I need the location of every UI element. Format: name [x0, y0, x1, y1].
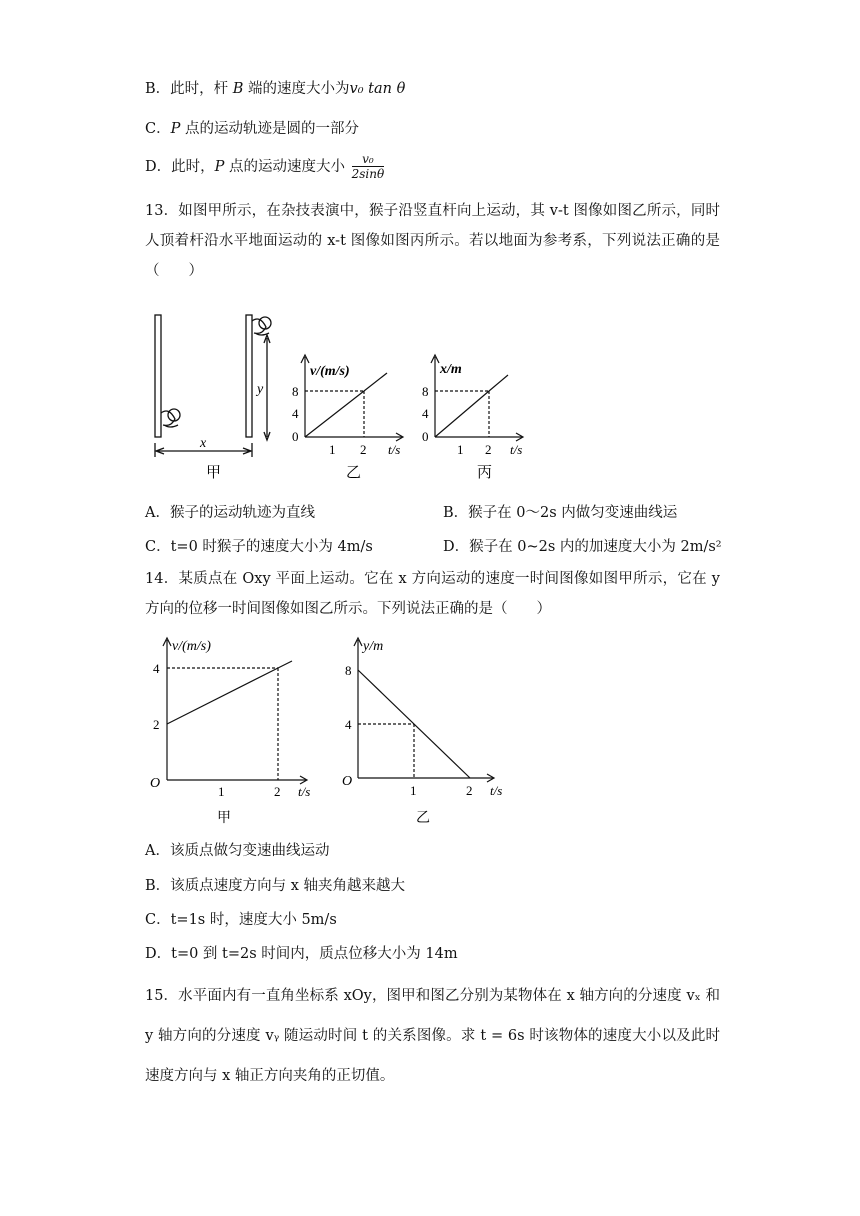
q14-jia-ytick-4: 4: [153, 661, 160, 676]
q12-option-b-after: 端的速度大小为: [248, 81, 350, 97]
q12-option-d: [145, 152, 384, 182]
bing-ytick-8: 8: [422, 384, 429, 399]
bing-xtick-2: 2: [485, 442, 492, 457]
q14-yi-ylabel: y/m: [363, 639, 384, 654]
q14-option-b: B．该质点速度方向与 x 轴夹角越来越大: [145, 878, 406, 894]
q12-option-c-text: 点的运动轨迹是圆的一部分: [184, 121, 359, 137]
q14-yi-caption: 乙: [416, 811, 430, 826]
q12-var-b: B: [232, 81, 244, 97]
yi-ytick-4: 4: [292, 406, 299, 421]
bing-ytick-4: 4: [422, 406, 429, 421]
q12-var-p2: P: [214, 159, 225, 175]
yi-series-line-ext: [364, 373, 387, 391]
q13-figures: [140, 305, 540, 485]
monkey-icon-bottom: [161, 409, 180, 427]
yi-xtick-2: 2: [360, 442, 367, 457]
jia-x-label: x: [200, 436, 207, 451]
q12-option-b-expr: v₀ tan θ: [349, 81, 406, 97]
bing-xtick-1: 1: [457, 442, 464, 457]
q12-option-b-text: B．此时，杆: [145, 81, 229, 97]
q13-option-c: C．t=0 时猴子的速度大小为 4m/s: [145, 539, 373, 555]
bing-series-line-ext: [489, 375, 508, 391]
monkey-icon-top: [252, 317, 271, 335]
jia-series-line-ext: [278, 661, 292, 668]
q14-jia-caption: 甲: [217, 811, 231, 826]
yi-ytick-0: 0: [292, 429, 299, 444]
q14-yi-ytick-8: 8: [345, 663, 352, 678]
q12-option-b: [145, 78, 405, 100]
q14-yi-xtick-2: 2: [466, 783, 473, 798]
bing-ytick-0: 0: [422, 429, 429, 444]
q14-stem: 14．某质点在 Oxy 平面上运动。它在 x 方向运动的速度一时间图像如图甲所示，它在 y 方向的位移一时间图像如图乙所示。下列说法正确的是（ ）: [145, 571, 720, 617]
yi-xtick-1: 1: [329, 442, 336, 457]
jia-series-line: [167, 668, 278, 724]
q14-option-a: A．该质点做匀变速曲线运动: [145, 843, 330, 859]
q12-option-d-text: 点的运动速度大小: [229, 159, 346, 175]
yi-xlabel: t/s: [388, 442, 401, 457]
q13-fig-jia: [155, 315, 271, 457]
q13-option-b: B．猴子在 0～2s 内做匀变速曲线运: [443, 505, 678, 521]
q14-yi-xtick-1: 1: [410, 783, 417, 798]
q12-option-d-prefix: D．此时，: [145, 159, 215, 175]
q14-jia-xtick-2: 2: [274, 784, 281, 799]
q14-option-c: C．t=1s 时，速度大小 5m/s: [145, 912, 337, 928]
pole-right: [246, 315, 252, 437]
q12-fraction: [352, 152, 385, 182]
q12-option-c: [145, 118, 359, 140]
yi-series-line: [305, 391, 364, 437]
q14-yi-origin: O: [342, 774, 353, 789]
q14-yi-xlabel: t/s: [490, 783, 503, 798]
q14-jia-xlabel: t/s: [298, 784, 311, 799]
q14-fig-jia: [163, 638, 307, 784]
q12-option-c-prefix: C．: [145, 121, 171, 137]
q14-option-d: D．t=0 到 t=2s 时间内，质点位移大小为 14m: [145, 946, 458, 962]
fraction-denominator: 2sinθ: [351, 167, 385, 181]
pole-left: [155, 315, 161, 437]
fraction-numerator: v₀: [352, 152, 385, 167]
bing-xlabel: t/s: [510, 442, 523, 457]
bing-caption: 丙: [477, 465, 493, 481]
q13-option-a: A．猴子的运动轨迹为直线: [145, 505, 315, 521]
q14-jia-origin: O: [150, 776, 161, 791]
yi-ytick-8: 8: [292, 384, 299, 399]
yi-caption: 乙: [346, 465, 362, 481]
bing-series-line: [435, 391, 489, 437]
q13-stem: 13．如图甲所示，在杂技表演中，猴子沿竖直杆向上运动，其 v-t 图像如图乙所示，同时人顶着杆沿水平地面运动的 x-t 图像如图丙所示。若以地面为参考系，下列说法正确的是（ ）: [145, 203, 720, 279]
q14-yi-ytick-4: 4: [345, 717, 352, 732]
q14-figures: [140, 632, 530, 832]
q14-jia-ytick-2: 2: [153, 717, 160, 732]
bing-ylabel: x/m: [440, 362, 462, 377]
jia-y-label: y: [257, 382, 264, 397]
q14-jia-xtick-1: 1: [218, 784, 225, 799]
q13-option-d: D．猴子在 0~2s 内的加速度大小为 2m/s²: [443, 539, 722, 555]
yi-ylabel: v/(m/s): [310, 364, 350, 379]
jia-caption: 甲: [206, 465, 222, 481]
q14-jia-ylabel: v/(m/s): [172, 639, 211, 654]
q12-var-p: P: [170, 121, 181, 137]
q14-fig-yi: [354, 638, 494, 782]
q15-stem: 15．水平面内有一直角坐标系 xOy，图甲和图乙分别为某物体在 x 轴方向的分速度 vₓ 和 y 轴方向的分速度 vᵧ 随运动时间 t 的关系图像。求 t = 6s 时该物体的速度大小以及此时速度方向与 x 轴正方向夹角的正切值。: [145, 988, 720, 1084]
